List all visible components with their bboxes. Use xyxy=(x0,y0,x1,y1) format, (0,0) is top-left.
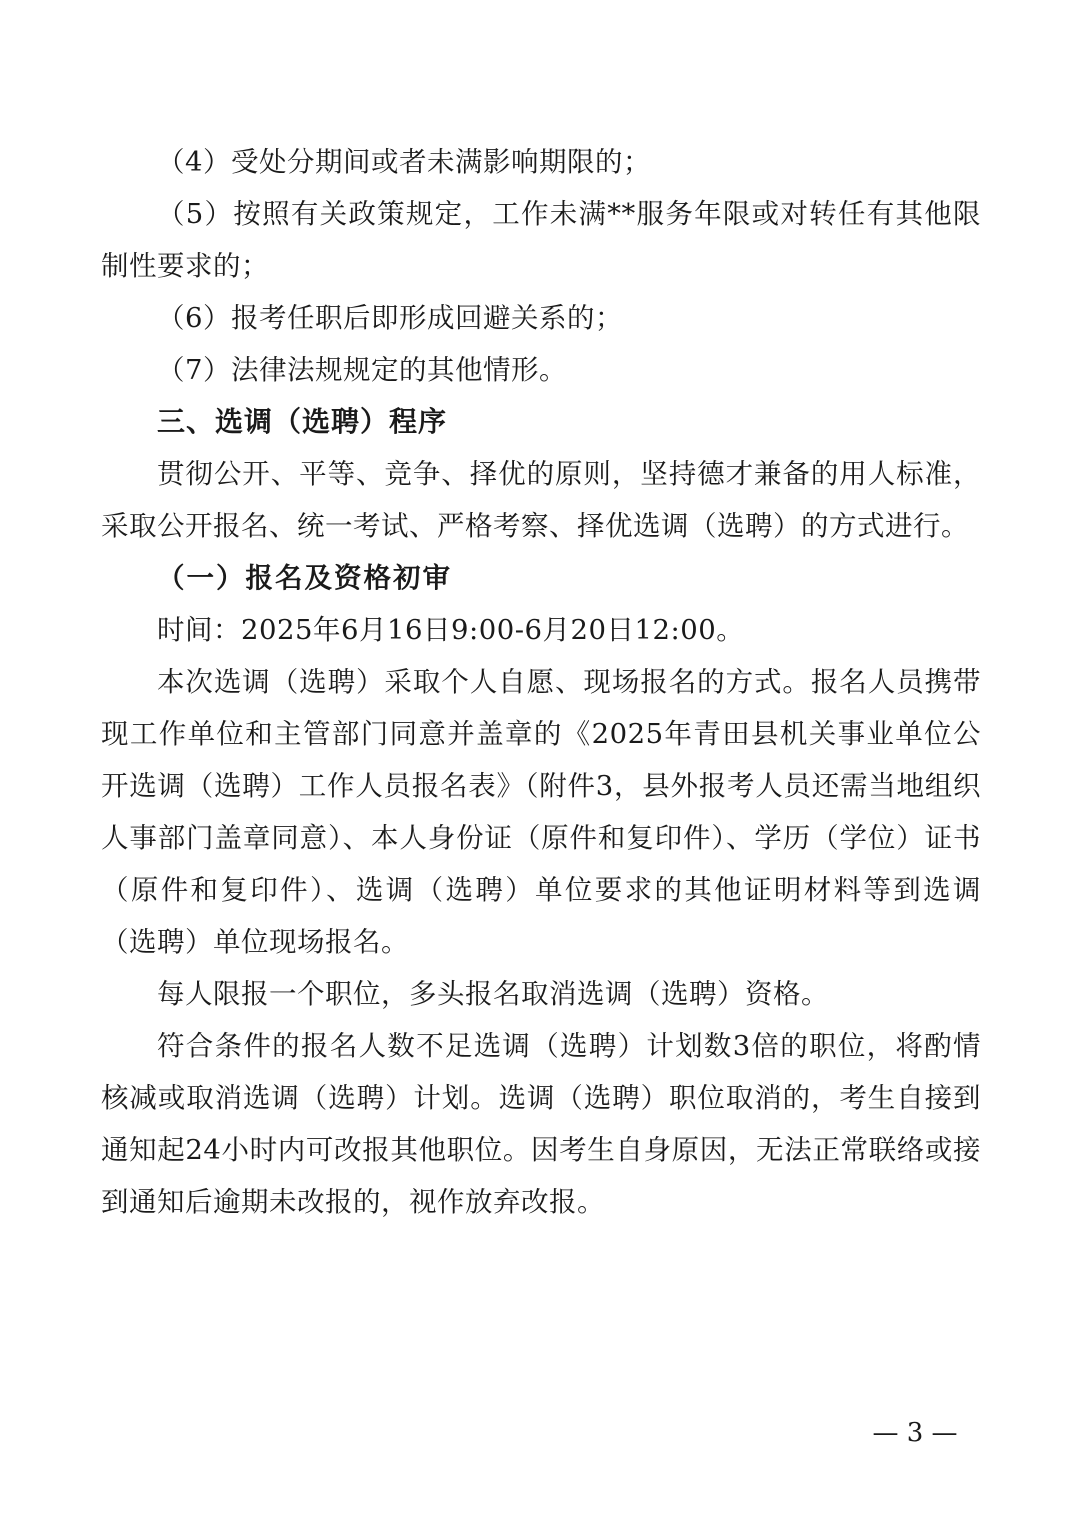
document-body xyxy=(101,136,981,1228)
registration-paragraph: 本次选调（选聘）采取个人自愿、现场报名的方式。报名人员携带现工作单位和主管部门同意并盖章的《2025年青田县机关事业单位公开选调（选聘）工作人员报名表》（附件3，县外报考人员还需当地组织人事部门盖章同意）、本人身份证（原件和复印件）、学历（学位）证书（原件和复印件）、选调（选聘）单位要求的其他证明材料等到选调（选聘）单位现场报名。 xyxy=(101,666,981,958)
list-item-5: （5）按照有关政策规定，工作未满**服务年限或对转任有其他限制性要求的； xyxy=(101,198,981,282)
subsection-heading: （一）报名及资格初审 xyxy=(157,562,452,594)
time-paragraph: 时间：2025年6月16日9:00-6月20日12:00。 xyxy=(157,614,745,646)
limit-paragraph: 每人限报一个职位，多头报名取消选调（选聘）资格。 xyxy=(157,978,829,1010)
list-item-6: （6）报考任职后即形成回避关系的； xyxy=(157,302,623,334)
section-heading: 三、选调（选聘）程序 xyxy=(157,405,448,438)
list-item-7: （7）法律法规规定的其他情形。 xyxy=(157,354,567,386)
page-number: — 3 — xyxy=(872,1418,958,1448)
list-item-4: （4）受处分期间或者未满影响期限的； xyxy=(157,146,651,178)
quota-paragraph: 符合条件的报名人数不足选调（选聘）计划数3倍的职位，将酌情核减或取消选调（选聘）计划。选调（选聘）职位取消的，考生自接到通知起24小时内可改报其他职位。因考生自身原因，无法正常联络或接到通知后逾期未改报的，视作放弃改报。 xyxy=(101,1030,981,1218)
principle-paragraph: 贯彻公开、平等、竞争、择优的原则，坚持德才兼备的用人标准，采取公开报名、统一考试、严格考察、择优选调（选聘）的方式进行。 xyxy=(101,458,981,542)
